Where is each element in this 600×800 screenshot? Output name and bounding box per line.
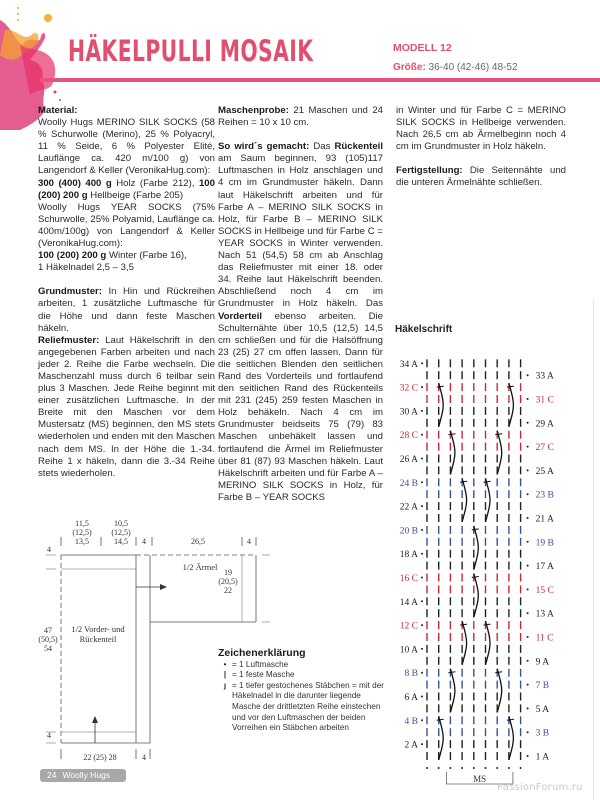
crochet-chart — [385, 338, 585, 784]
row-label-left: 12 C — [399, 621, 418, 632]
row-label-right: 1 A — [535, 752, 550, 763]
row-label-left: 28 C — [399, 431, 418, 442]
pattern-repeat-label: MS — [473, 774, 487, 784]
spike-stitch-icon: ȷ — [223, 680, 227, 690]
dim-shoulder-3: 13,5 — [75, 537, 89, 546]
legend-item-chain — [218, 660, 388, 671]
vorderteil-term: Vorderteil — [218, 310, 263, 322]
yarn2-color: Winter (Farbe 16), — [106, 250, 187, 262]
chart-heading: Häkelschrift — [395, 324, 453, 335]
symbol-legend — [218, 648, 388, 734]
row-label-left: 8 B — [404, 669, 418, 680]
legend-text-chain: = 1 Luftmasche — [232, 659, 289, 669]
anleitung-heading: So wird´s gemacht: — [218, 141, 310, 153]
row-label-left: 14 A — [399, 597, 418, 608]
row-label-right: 7 B — [535, 681, 550, 692]
maschenprobe-heading: Maschenprobe: — [218, 105, 289, 116]
row-label-right: 5 A — [535, 704, 550, 715]
row-label-right: 9 A — [535, 657, 550, 668]
page-title: HÄKELPULLI MOSAIK — [68, 34, 314, 68]
dim-height-2: (50,5) — [38, 635, 58, 644]
dim-sleeve-h-1: 19 — [224, 568, 232, 577]
row-label-right: 19 B — [535, 538, 554, 549]
row-label-left: 2 A — [404, 740, 418, 751]
row-label-left: 34 A — [399, 359, 418, 370]
header-rule — [40, 78, 600, 82]
row-label-left: 22 A — [399, 502, 418, 513]
row-label-right: 21 A — [535, 514, 554, 525]
single-crochet-icon: | — [223, 670, 227, 680]
size-value: 36-40 (42-46) 48-52 — [425, 62, 518, 73]
reliefmuster-paragraph — [38, 335, 215, 480]
dim-sleeve-length: 26,5 — [191, 537, 205, 546]
row-label-right: 13 A — [535, 609, 554, 620]
material-heading: Material: — [38, 105, 78, 116]
dim-height-1: 47 — [44, 626, 52, 635]
dim-left-top: 4 — [47, 545, 51, 554]
row-label-right: 31 C — [535, 395, 554, 406]
yarn2-description: Woolly Hugs YEAR SOCKS (75% Schurwolle, 25% Polyamid, Lauflänge ca. 400m/100g) von Langendorf & Keller (VeronikaHug.com): — [38, 201, 215, 250]
dim-shoulder-1: 11,5 — [75, 519, 89, 528]
row-label-left: 32 C — [399, 383, 418, 394]
page-footer — [40, 769, 126, 782]
page-edge — [593, 300, 594, 800]
yarn1-qty2: 100 (200) 200 g — [38, 177, 215, 201]
reliefmuster-text: Laut Häkelschrift in den angegebenen Farben arbeiten und nach jeder 2. Reihe die Farbe wechseln. Die Maschenzahl muss durch 6 teilbar sein plus 3 Maschen. Jede Reihe beginnt mit einer zusätzlichen Luftmasche. In der Breite mit den Maschen vor dem Mustersatz (MS) beginnen, den MS stets wiederholen und enden mit den Maschen nach dem MS. In der Höhe die 1.-34. Reihe 1 x häkeln, dann die 3.-34 Reihe stets wiederholen. — [38, 334, 215, 479]
yarn1-description: Woolly Hugs MERINO SILK SOCKS (58 % Schurwolle (Merino), 25 % Polyacryl, 11 % Seide, 6 % Polyester Elité, Lauflänge ca. 420 m/100 g) von Langendorf & Keller (VeronikaHug.com): — [38, 117, 215, 177]
watermark: PassionForum.ru — [497, 782, 583, 793]
dim-band-top: 4 — [142, 537, 146, 546]
grundmuster-text: In Hin und Rückreihen arbeiten, 1 zusätzliche Luftmasche für die Höhe und dann feste Maschen häkeln. — [38, 286, 215, 334]
model-number: MODELL 12 — [393, 42, 452, 54]
arrow-up-icon — [92, 716, 98, 723]
anleitung-text-2: am Saum beginnen, 93 (105)117 Luftmaschen in Holz anschlagen und 4 cm im Grundmuster häkeln. Dann laut Häkelschrift arbeiten und für Farbe A – MERINO SILK SOCKS in Holz, für Farbe B – MERINO SILK SOCKS in Hellbeige und für Farbe C = YEAR SOCKS in Winter verwenden. Nach 51 (54,5) 58 cm ab Anschlag das Reliefmuster mit einer 18. oder 34. Reihe laut Häkelschrift beenden. Abschließend noch 4 cm im Grundmuster in Holz häkeln. Das — [218, 153, 383, 310]
body-label-1: 1/2 Vorder- und — [71, 624, 125, 634]
yarn2-qty: 100 (200) 200 g — [38, 250, 107, 262]
row-label-left: 24 B — [399, 478, 418, 489]
dim-shoulder-2: (12,5) — [72, 528, 92, 537]
column-materials — [38, 105, 215, 480]
maschenprobe-text: 21 Maschen und 24 Reihen = 10 x 10 cm. — [218, 105, 383, 129]
body-label-2: Rückenteil — [79, 634, 117, 644]
anleitung-continued: in Winter und für Farbe C = MERINO SILK SOCKS in Hellbeige verwenden. Nach 26,5 cm ab Ärmelbeginn noch 4 cm im Grundmuster in Holz häkeln. — [396, 105, 566, 153]
dim-left-bottom: 4 — [47, 731, 51, 740]
dim-height-3: 54 — [44, 644, 52, 653]
arrow-right-icon — [160, 584, 167, 590]
dim-neck-1: 10,5 — [114, 519, 128, 528]
legend-heading: Zeichenerklärung — [218, 647, 306, 659]
dim-bottom-width: 22 (25) 28 — [83, 753, 117, 762]
fertigstellung-heading: Fertigstellung: — [396, 165, 463, 177]
column-instructions — [218, 105, 383, 504]
chain-stitch-icon: • — [223, 659, 227, 669]
hook-size: 1 Häkelnadel 2,5 – 3,5 — [38, 262, 135, 274]
fertigstellung-paragraph — [396, 165, 566, 189]
sleeve-label: 1/2 Ärmel — [182, 562, 218, 572]
row-label-left: 16 C — [399, 574, 418, 584]
legend-item-dc — [218, 681, 388, 734]
reliefmuster-heading: Reliefmuster: — [38, 334, 100, 346]
row-label-left: 4 B — [404, 716, 418, 727]
row-label-right: 23 B — [535, 490, 554, 501]
anleitung-paragraph — [218, 141, 383, 504]
row-label-right: 25 A — [535, 466, 554, 477]
row-label-right: 33 A — [535, 371, 554, 382]
anleitung-text-1: Das — [309, 141, 335, 153]
yarn1-color1: Holz (Farbe 212), — [111, 177, 199, 189]
row-label-left: 6 A — [404, 693, 418, 703]
row-label-right: 17 A — [535, 562, 554, 573]
row-label-right: 15 C — [535, 585, 554, 596]
dim-neck-2: (12,5) — [111, 528, 131, 537]
row-label-right: 27 C — [535, 443, 554, 454]
row-label-left: 10 A — [399, 645, 418, 656]
rueckenteil-term: Rückenteil — [334, 141, 383, 153]
column-finishing — [396, 105, 566, 190]
yarn1-qty1: 300 (400) 400 g — [38, 177, 112, 189]
row-label-left: 26 A — [399, 455, 418, 465]
legend-text-dc: = 1 tiefer gestochenes Stäbchen = mit der Häkelnadel in die darunter liegende Masche der drittletzten Reihe einstechen und vor den Luftmaschen der beiden Vorreihen ein Stäbchen arbeiten — [232, 680, 385, 733]
dim-sleeve-h-2: (20,5) — [218, 577, 238, 586]
size-label: Größe: — [393, 62, 426, 73]
dim-neck-3: 14,5 — [114, 537, 128, 546]
grundmuster-heading: Grundmuster: — [38, 286, 102, 298]
row-label-left: 20 B — [399, 526, 418, 537]
row-label-right: 3 B — [535, 728, 550, 739]
page-number: 24 — [47, 770, 57, 780]
schematic-diagram — [30, 515, 270, 775]
grundmuster-paragraph — [38, 286, 215, 334]
legend-text-single: = 1 feste Masche — [232, 670, 295, 680]
fertigstellung-text: Die Seitennähte und die unteren Ärmelnähte schließen. — [396, 165, 566, 189]
size-info — [393, 62, 518, 73]
anleitung-text-3: ebenso arbeiten. Die Schulternähte über 10,5 (12,5) 14,5 cm schließen und für die Halsöffnung 23 (25) 27 cm offen lassen. Dann für die seitlichen Blenden den seitlichen Rand des Vorderteils und fortlaufend den seitlichen Rand des Rückenteils mit 231 (245) 259 festen Maschen in Holz behäkeln. Nach 4 cm im Grundmuster beidseits 75 (79) 83 Maschen unbehäkelt lassen und fortlaufend die Ärmel im Reliefmuster über 81 (87) 93 Maschen häkeln. Laut Häkelschrift arbeiten und für Farbe A – MERINO SILK SOCKS in Holz, für Farbe B – YEAR SOCKS — [218, 310, 383, 503]
dim-sleeve-band: 4 — [247, 537, 251, 546]
row-label-right: 11 C — [535, 633, 554, 644]
yarn1-color2: Hellbeige (Farbe 205) — [87, 189, 184, 201]
dim-sleeve-h-3: 22 — [224, 586, 232, 595]
row-label-left: 18 A — [399, 550, 418, 561]
maschenprobe-paragraph — [218, 105, 383, 129]
legend-item-single — [218, 670, 388, 681]
dim-bottom-side: 4 — [142, 753, 146, 762]
yarn2-quantity — [38, 250, 215, 262]
magazine-name: Woolly Hugs — [62, 770, 111, 780]
row-label-right: 29 A — [535, 419, 554, 430]
yarn1-quantities — [38, 178, 215, 202]
row-label-left: 30 A — [399, 407, 418, 418]
